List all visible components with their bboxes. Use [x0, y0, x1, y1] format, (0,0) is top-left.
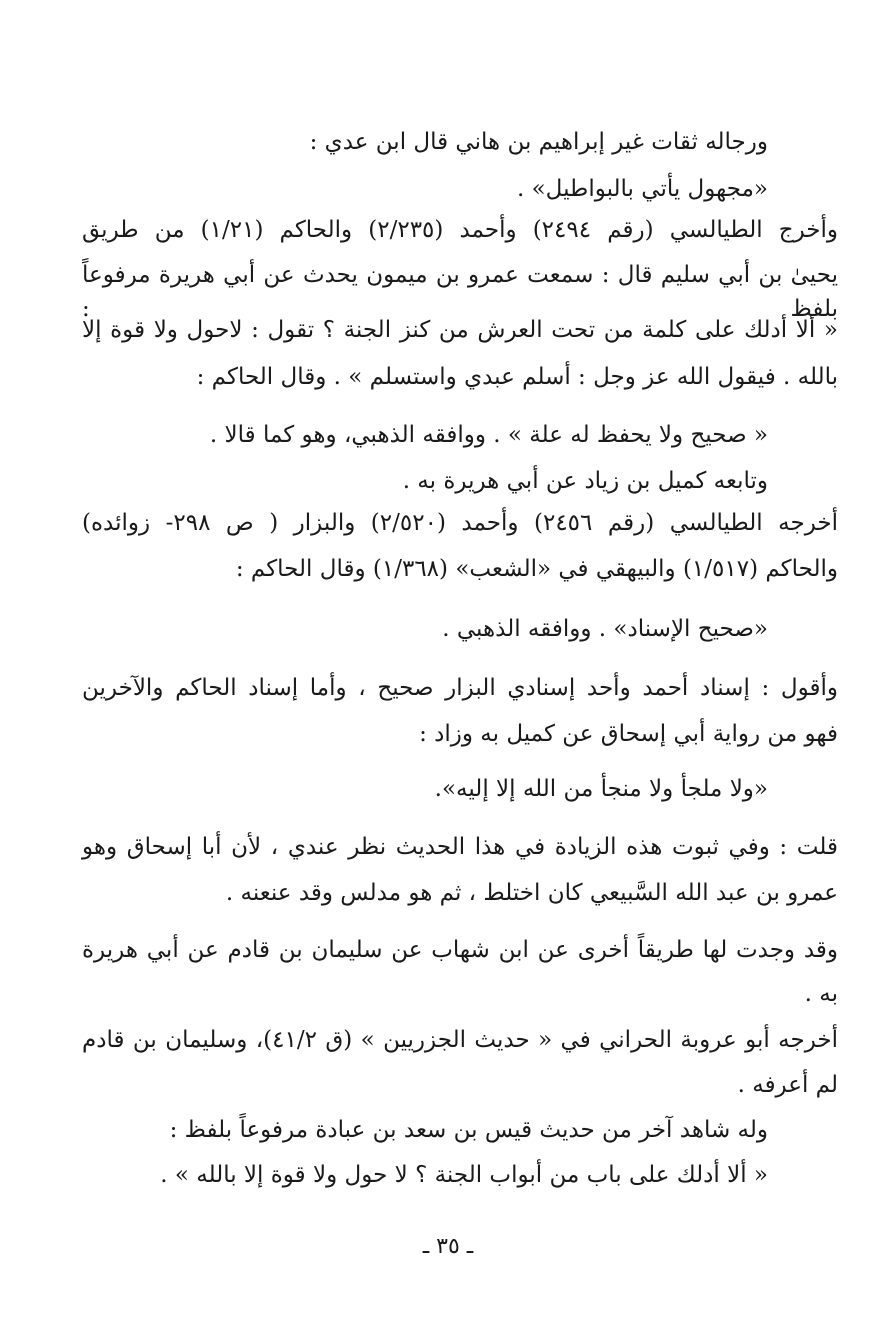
- text-line: بالله . فيقول الله عز وجل : أسلم عبدي واستسلم » . وقال الحاكم :: [196, 364, 838, 390]
- text-line: «مجهول يأتي بالبواطيل» .: [516, 176, 768, 202]
- text-line: والحاكم (١/٥١٧) والبيهقي في «الشعب» (١/٣٦٨) وقال الحاكم :: [235, 556, 838, 582]
- text-line: وأخرج الطيالسي (رقم ٢٤٩٤) وأحمد (٢/٢٣٥) والحاكم (١/٢١) من طريق: [82, 217, 838, 243]
- text-line: أخرجه الطيالسي (رقم ٢٤٥٦) وأحمد (٢/٥٢٠) والبزار ( ص ٢٩٨- زوائده): [82, 510, 838, 536]
- text-line: «صحيح الإسناد» . ووافقه الذهبي .: [442, 616, 768, 642]
- text-line: وتابعه كميل بن زياد عن أبي هريرة به .: [402, 468, 768, 494]
- text-line: يحيىٰ بن أبي سليم قال : سمعت عمرو بن ميمون يحدث عن أبي هريرة مرفوعاً بلفظ :: [82, 262, 838, 322]
- text-line: وقد وجدت لها طريقاً أخرى عن ابن شهاب عن سليمان بن قادم عن أبي هريرة: [82, 937, 838, 963]
- text-line: فهو من رواية أبي إسحاق عن كميل به وزاد :: [419, 721, 838, 747]
- text-line: به .: [804, 981, 838, 1007]
- page-number: ـ ٣٥ ـ: [422, 1234, 474, 1259]
- text-line: « ألا أدلك على كلمة من تحت العرش من كنز الجنة ؟ تقول : لاحول ولا قوة إلا: [82, 317, 838, 343]
- text-line: وأقول : إسناد أحمد وأحد إسنادي البزار صحيح ، وأما إسناد الحاكم والآخرين: [82, 675, 838, 701]
- text-line: وله شاهد آخر من حديث قيس بن سعد بن عبادة مرفوعاً بلفظ :: [169, 1117, 768, 1143]
- text-line: « صحيح ولا يحفظ له علة » . ووافقه الذهبي، وهو كما قالا .: [209, 422, 768, 448]
- text-line: قلت : وفي ثبوت هذه الزيادة في هذا الحديث نظر عندي ، لأن أبا إسحاق وهو: [82, 834, 838, 860]
- text-line: عمرو بن عبد الله السَّبيعي كان اختلط ، ثم هو مدلس وقد عنعنه .: [225, 880, 838, 906]
- text-line: «ولا ملجأ ولا منجأ من الله إلا إليه».: [434, 776, 768, 802]
- text-line: لم أعرفه .: [737, 1072, 838, 1098]
- text-line: أخرجه أبو عروبة الحراني في « حديث الجزريين » (ق ٤١/٢)، وسليمان بن قادم: [82, 1027, 839, 1053]
- text-line: « ألا أدلك على باب من أبواب الجنة ؟ لا حول ولا قوة إلا بالله » .: [160, 1162, 768, 1188]
- text-line: ورجاله ثقات غير إبراهيم بن هاني قال ابن عدي :: [309, 129, 768, 155]
